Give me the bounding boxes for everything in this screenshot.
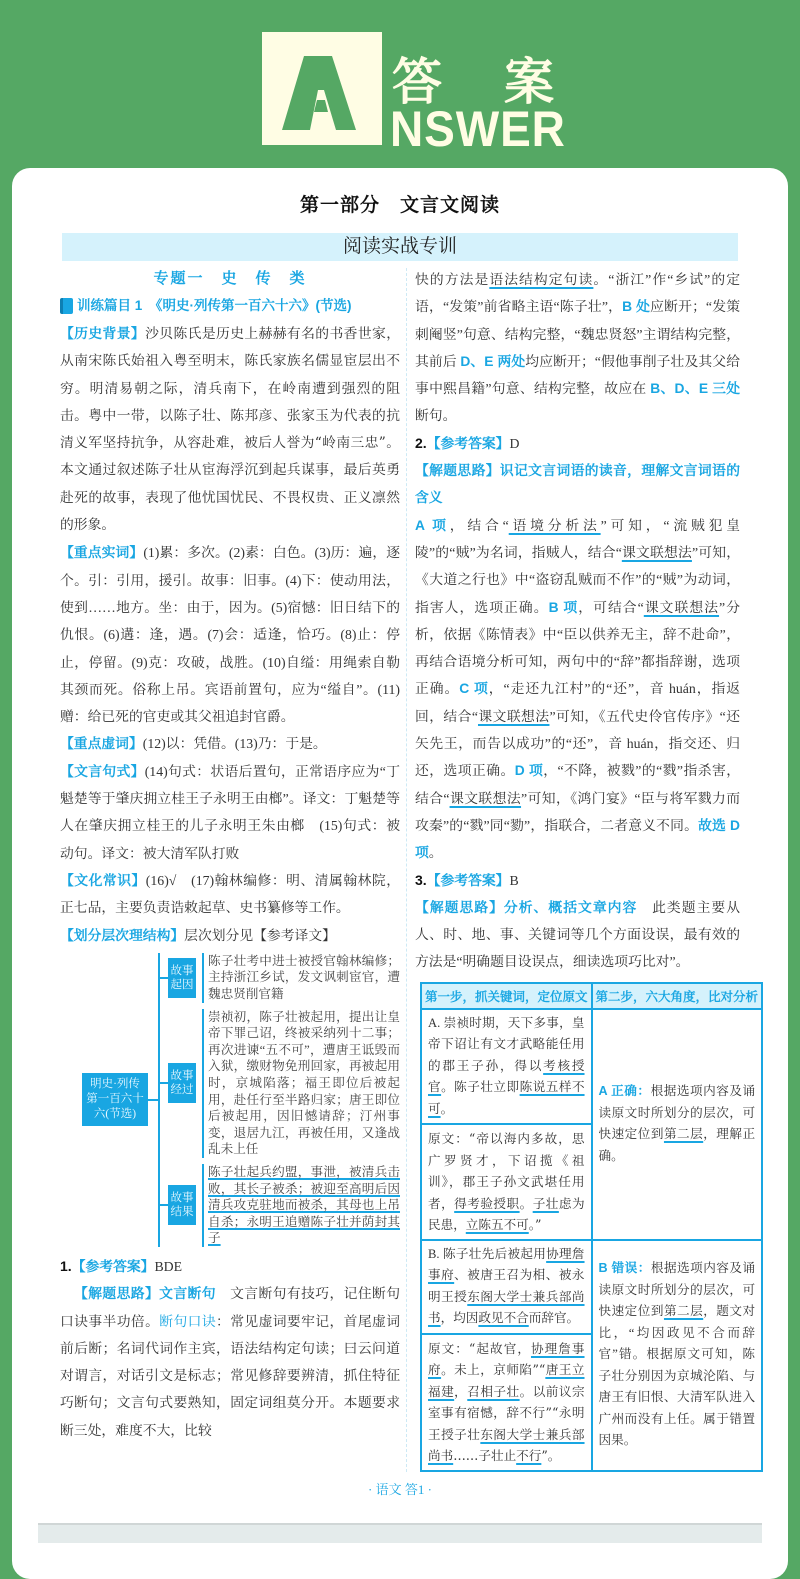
text-run: B. 陈子壮先后被起用 xyxy=(428,1246,547,1261)
answer-title-en: NSWER xyxy=(390,101,566,157)
text-run: (14)句式：状语后置句，正常语序应为“丁魁楚等于肇庆拥立桂王子永明王由榔”。译文：丁魁楚等人在肇庆拥立桂王的儿子永明王朱由榔 (15)句式：被动句。译文：被大清军队打败 xyxy=(60,763,401,861)
text-run: 政见不合 xyxy=(478,1311,529,1326)
text-run: ， xyxy=(454,1383,468,1399)
text-run: 第二层 xyxy=(663,1304,704,1319)
q2-number: 2. xyxy=(415,434,427,451)
right-column xyxy=(415,266,759,1472)
text-run: 【文言句式】 xyxy=(60,763,145,779)
text-run: 唐王立福建 xyxy=(428,1362,585,1399)
text-run: 断句口诀 xyxy=(159,1313,217,1329)
q2-answer-text xyxy=(427,436,520,451)
text-run: 。未上，京师陷”“ xyxy=(441,1362,546,1378)
text-run: 根据选项内容及诵读原文时所划分的层次，可快速定位到 xyxy=(598,1261,756,1319)
training-title xyxy=(60,292,400,320)
text-run: ，“走还九江村”的“还”，音 huán，指返回，结合“ xyxy=(415,681,741,724)
q2-body xyxy=(415,512,740,867)
text-run: A 正确： xyxy=(598,1084,651,1099)
q1-number: 1. xyxy=(60,1257,72,1274)
training-title-text: 训练篇目 1 《明史·列传第一百六十六》(节选) xyxy=(77,298,352,313)
text-run: 语法结构定句读 xyxy=(489,272,594,287)
text-run: 【参考答案】 xyxy=(426,872,510,888)
answer-logo xyxy=(262,32,382,145)
text-run: ”分析，依据《陈情表》中“臣以供养无主，辞不赴命”，再结合语境分析可知，两句中的“辞”都指辞谢，选项正确。 xyxy=(415,599,741,697)
analysis-a xyxy=(592,1009,763,1240)
text-run: 语境分析法 xyxy=(508,517,601,533)
analysis-b xyxy=(592,1240,763,1471)
text-run: (16)√ (17)翰林编修：明、清属翰林院，正七品，主要负责诰敕起草、史书纂修等工作。 xyxy=(60,872,401,916)
text-run: 。“浙江”作“乡试”的定语，“发策”前省略主语“陈子壮”， xyxy=(415,272,741,315)
column-divider xyxy=(406,268,407,1472)
text-run: 断句。 xyxy=(415,408,457,424)
q3-answer xyxy=(415,867,740,894)
text-run: D xyxy=(509,435,520,451)
q3-answer-text xyxy=(427,873,519,888)
source-a xyxy=(421,1124,592,1240)
text-run: 【解题思路】文言断句 xyxy=(74,1286,216,1302)
text-run: 文言断句有技巧，记住断句口诀事半功倍。 xyxy=(60,1286,401,1329)
text-run: 不行 xyxy=(516,1448,542,1464)
text-run: 此类题主要从人、时、地、事、关键词等几个方面设误，最有效的方法是“明确题目设误点，细读选项巧比对”。 xyxy=(415,899,741,970)
text-run: 根据选项内容及诵读原文时所划分的层次，可快速定位到 xyxy=(598,1084,756,1142)
text-run: ”。 xyxy=(541,1448,561,1464)
text-run: C 项 xyxy=(459,681,489,697)
text-run: 【重点虚词】 xyxy=(60,736,143,752)
text-run: (1)累：多次。(2)素：白色。(3)历：遍，逐个。引：引用，援引。故事：旧事。(4)下：使动用法，使到……地方。坐：由于，因为。(5)宿憾：旧日结下的仇恨。(6)遘：逢，遇。(7)会：适逢，恰巧。(8)止：停止，停留。(9)克：攻破，战胜。(10)自缢：用绳索自勒其颈而死。俗称上吊。宾语前置句，应为“缢自”。(11)赠：给已死的官吏或其父祖追封官爵。 xyxy=(60,545,401,725)
text-run: 快的方法是 xyxy=(415,272,490,287)
tree-node-result: 故事结果 xyxy=(168,1185,196,1225)
text-run: 应断开；“发策刺阉竖”句意、结构完整，“魏忠贤怒”主谓结构完整，其前后 xyxy=(415,299,740,369)
q2-answer xyxy=(415,430,740,457)
left-column xyxy=(60,266,400,1444)
text-run: BDE xyxy=(154,1258,183,1274)
text-run: 东阁大学士兼兵部尚书 xyxy=(428,1289,585,1326)
tree-branches xyxy=(158,953,400,1247)
text-run: ”可知，《五代史伶官传序》“还矢先王，而告以成功”的“还”，音 huán，指交还、归还，选项正确。 xyxy=(415,708,740,779)
tree-text-result xyxy=(202,1164,400,1247)
text-run: B xyxy=(509,872,519,888)
text-run: ：常见虚词要牢记，首尾虚词前后断；名词代词作主宾，语法结构定句读；曰云问道对谓言，对话引文是标志；常见修辞要辨清，抓住特征巧断句；文言句式要熟知，固定词组莫分开。本题要求断三处，难度不大，比较 xyxy=(60,1313,401,1438)
text-run: 【解题思路】分析、概括文章内容 xyxy=(415,899,638,915)
tree-row-cause xyxy=(160,953,400,1003)
text-run: 。 xyxy=(428,845,443,861)
q1-answer xyxy=(60,1253,400,1280)
tree-row-result xyxy=(160,1164,400,1247)
tree-text-result-content: 陈子壮起兵约盟，事泄，被清兵击败，其长子被杀；被迎至高明后因清兵攻克驻地而被杀，其母也上吊自杀；永明王追赠陈子壮并荫封其子 xyxy=(208,1164,400,1246)
text-run: 【参考答案】 xyxy=(71,1258,155,1274)
text-run: ，可结合“ xyxy=(578,599,644,615)
text-run: B、D、E 三处 xyxy=(650,381,740,397)
text-run: ……子壮止 xyxy=(453,1448,517,1464)
structure-para xyxy=(60,922,400,949)
text-run: 课文联想法 xyxy=(621,544,692,560)
text-run: 沙贝陈氏是历史上赫赫有名的书香世家，从南宋陈氏始祖入粤至明末，陈氏家族名儒显宦层出不穷。明清易朝之际，清兵南下，在岭南遭到强烈的阻击。粤中一带，以陈子壮、陈邦彦、张家玉为代表的抗清义军坚持抗争，从容赴难，被后人誉为“岭南三忠”。本文通过叙述陈子壮从宦海浮沉到起兵谋事，最后英勇赴死的故事，表现了他忧国忧民、不畏权贵、正义凛然的形象。 xyxy=(60,326,401,534)
text-run: 、被唐王召为相、被永明王授 xyxy=(428,1268,585,1304)
text-run: 子壮 xyxy=(532,1195,559,1211)
text-run: 第二层 xyxy=(663,1127,704,1142)
text-run: 。陈子壮立即 xyxy=(441,1080,520,1095)
text-run: ，“不降，被戮”的“戮”指杀害，结合“ xyxy=(415,763,741,806)
tree-root: 明史·列传第一百六十六(节选) xyxy=(82,1073,148,1126)
function-words-para xyxy=(60,730,400,757)
text-run: 【重点实词】 xyxy=(60,545,144,561)
text-run: B 错误： xyxy=(598,1261,651,1276)
q3-number: 3. xyxy=(415,871,427,888)
text-run: (12)以：凭借。(13)乃：于是。 xyxy=(142,736,327,752)
text-run: 立陈五不可 xyxy=(465,1217,529,1233)
text-run: 召相子壮 xyxy=(467,1383,520,1399)
text-run: 【解题思路】识记文言词语的读音，理解文言词语的含义 xyxy=(415,463,740,506)
text-run: 【历史背景】 xyxy=(60,326,146,341)
text-run: B 项 xyxy=(548,599,579,615)
page-number: · 语文 答1 · xyxy=(368,1482,432,1497)
text-run: 【参考答案】 xyxy=(426,435,510,451)
text-run: 虑为民患， xyxy=(428,1195,585,1233)
text-run: 协理詹事府 xyxy=(428,1246,585,1283)
option-b xyxy=(421,1240,592,1334)
tree-node-cause: 故事起因 xyxy=(168,958,196,998)
text-run: 故选 D 项 xyxy=(415,817,741,861)
text-run: 原文：“起故官， xyxy=(428,1340,531,1356)
text-run: 课文联想法 xyxy=(643,599,720,615)
part-title: 第一部分 文言文阅读 xyxy=(299,195,500,216)
text-run: ，均因 xyxy=(440,1311,479,1326)
culture-para xyxy=(60,867,400,922)
text-run: 。 xyxy=(519,1195,533,1211)
q1-analysis-cont xyxy=(415,266,740,430)
text-run: D、E 两处 xyxy=(460,353,526,369)
page-bottom-bar xyxy=(38,1523,762,1543)
structure-tree xyxy=(60,953,400,1247)
text-run: 【文化常识】 xyxy=(60,872,146,888)
text-run: ，题文对比，“均因政见不合而辞官”错。根据原文可知，陈子壮分别因为京城沦陷、与唐王有旧恨、大清军队进入广州而没有上任。属于错置因果。 xyxy=(598,1304,756,1448)
text-run: D 项 xyxy=(514,763,544,779)
table-header: 第二步，六大角度，比对分析 xyxy=(592,983,763,1009)
text-run: 。” xyxy=(528,1217,542,1233)
text-run: 协理詹事府 xyxy=(428,1340,585,1378)
tree-text-process: 崇祯初，陈子壮被起用，提出让皇帝下罪己诏，终被采纳列十二事；再次进谏“五不可”，遭唐王诋毁而入狱，缴财物免刑回家，再被起用时，京城陷落；福王即位后被起用，赴任行至半路归家；唐王即位后被起用，因旧憾请辞；汀州事变，退居九江，再被任用，又逢战乱未上任 xyxy=(202,1009,400,1158)
q2-head xyxy=(415,457,740,512)
text-run: 。 xyxy=(440,1101,454,1116)
topic-title: 专题一 史 传 类 xyxy=(153,270,307,287)
answer-title-cn: 答案 xyxy=(392,54,616,110)
background-para xyxy=(60,320,400,539)
section-band: 阅读实战专训 xyxy=(62,233,738,261)
text-run: 考核授官 xyxy=(428,1058,585,1095)
text-run: ”可知，“流贼犯皇陵”的“贼”为名词，指贼人，结合“ xyxy=(415,517,741,560)
book-icon xyxy=(60,298,73,314)
tree-node-process: 故事经过 xyxy=(168,1063,196,1103)
text-run: 均应断开；“假他事削子壮及其父给事中熙昌籍”句意、结构完整，故应在 xyxy=(415,353,741,397)
tree-connector xyxy=(148,1099,158,1101)
text-run: ”可知，《鸿门宴》“臣与将军戮力而攻秦”的“戮”同“勠”，指联合，二者意义不同。 xyxy=(415,790,741,833)
text-run: ”可知，《大道之行也》中“盗窃乱贼而不作”的“贼”为动词，指害人，选项正确。 xyxy=(415,544,741,615)
q1-answer-text xyxy=(72,1259,182,1274)
source-b xyxy=(421,1334,592,1471)
comparison-table xyxy=(420,982,763,1472)
text-run: 陈说五样不可 xyxy=(428,1080,585,1116)
text-run: 东阁大学士兼兵部尚书 xyxy=(428,1426,585,1464)
text-run: 而辞官。 xyxy=(528,1311,580,1326)
text-run: A 项 xyxy=(415,517,450,533)
tree-text-cause: 陈子壮考中进士被授官翰林编修；主持浙江乡试，发文讽刺宦官，遭魏忠贤削官籍 xyxy=(202,953,400,1003)
option-a xyxy=(421,1009,592,1125)
text-run: 课文联想法 xyxy=(449,790,522,806)
table-header: 第一步，抓关键词，定位原文 xyxy=(421,983,592,1009)
q1-analysis xyxy=(60,1280,400,1444)
text-run: B 处 xyxy=(622,299,651,315)
text-run: 。以前议宗室事有宿憾，辞不行”“永明王授子壮 xyxy=(428,1383,585,1442)
text-run: 层次划分见【参考译文】 xyxy=(184,927,336,943)
key-words-para xyxy=(60,539,400,730)
sentence-pattern-para xyxy=(60,758,400,867)
tree-row-process xyxy=(160,1009,400,1158)
text-run: ，结合“ xyxy=(449,517,509,533)
text-run: 得考验授职 xyxy=(454,1195,520,1211)
text-run: 【划分层次理结构】 xyxy=(60,927,185,943)
text-run: 原文：“帝以海内多故，思广罗贤才，下诏揽《祖训》，郡王子孙文武堪任用者， xyxy=(428,1131,585,1211)
q3-analysis xyxy=(415,894,740,976)
text-run: 课文联想法 xyxy=(477,708,550,724)
text-run: ，理解正确。 xyxy=(598,1127,756,1163)
text-run: A. 崇祯时期，天下多事，皇帝下诏让有文才武略能任用的郡王子孙，得以 xyxy=(428,1015,585,1073)
